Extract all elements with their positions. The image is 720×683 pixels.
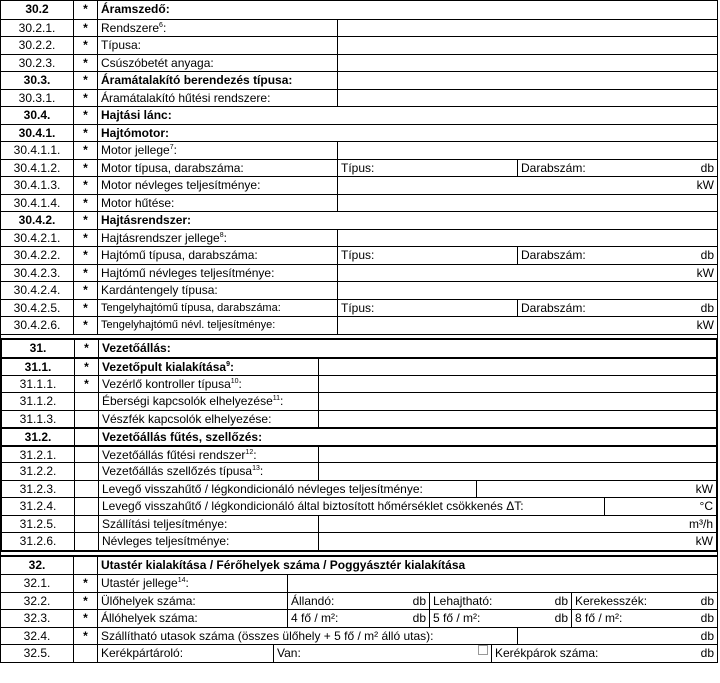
value-field[interactable] [318,411,716,428]
row-number: 30.3. [23,73,51,87]
table-row [1,229,717,247]
permanent-seats-field[interactable] [287,593,429,610]
value-field[interactable]: kW [318,533,716,550]
field-label: Állandó: [291,593,335,608]
star-mark: * [74,340,98,358]
value-field[interactable] [287,575,717,592]
row-number: 30.4.2.1. [13,230,61,245]
star-mark: * [73,37,97,54]
row-number: 31.2.4. [19,499,57,513]
table-row [1,124,717,142]
field-label: Van: [277,646,301,660]
star-mark [74,411,98,428]
row-label: Vezetőállás: [98,340,716,358]
row-number: 31.2.2. [19,464,57,478]
value-field[interactable]: °C [604,498,716,515]
unit-label: db [554,611,568,625]
table-row [1,316,717,334]
table-row [2,515,716,533]
star-mark [74,533,98,550]
row-label: Áramátalakító berendezés típusa: [97,72,337,89]
table-row [2,357,716,375]
label-text: Vezetőpult kialakítása [102,360,227,374]
star-mark: * [73,20,97,37]
standing-4-field[interactable] [287,610,429,627]
table-row [1,299,717,317]
row-label: Áramátalakító hűtési rendszere: [97,90,337,107]
row-number: 30.4.2.4. [13,283,61,297]
value-field[interactable]: db [517,628,717,645]
table-row [2,392,716,410]
wheelchair-field[interactable] [571,593,717,610]
row-label: Szállítható utasok száma (összes ülőhely + 5 fő / m² álló utas): [97,628,517,645]
bike-count-field[interactable] [491,645,717,662]
row-number: 32.5. [23,646,51,660]
type-field[interactable]: Típus: [337,300,517,317]
field-label: 8 fő / m²: [575,611,623,625]
unit-label: db [412,611,426,625]
row-number: 31.2. [24,430,52,444]
row-number: 31.2.3. [19,481,57,496]
count-field[interactable] [517,247,717,264]
unit-label: db [700,300,714,315]
value-field[interactable] [318,447,716,463]
count-label: Darabszám: [521,160,586,175]
row-label: Névleges teljesítménye: [98,533,318,550]
row-label: Utastér jellege$^{14}$: [97,575,287,592]
value-field[interactable] [337,37,717,54]
row-label: Ülőhelyek száma: [97,593,287,610]
row-number: 30.3.1. [18,90,56,105]
row-number: 31.2.5. [19,516,57,531]
table-row [2,427,716,445]
row-label: Hajtási lánc: [97,107,717,124]
star-mark: * [73,282,97,299]
row-number: 30.4.2. [18,213,56,227]
row-number: 30.4.2.3. [13,265,61,280]
field-label: 4 fő / m²: [291,611,339,625]
table-row [1,1,717,19]
label-text: Vezetőállás fűtési rendszer [102,447,246,462]
value-field[interactable] [318,359,716,375]
star-mark: * [73,212,97,229]
star-mark: * [73,160,97,177]
table-row [2,340,716,358]
row-number: 30.4.2.2. [13,248,61,262]
row-label: Hajtómű típusa, darabszáma: [97,247,337,264]
star-mark: * [73,265,97,282]
section-32-table [0,555,718,663]
unit-label: db [700,160,714,175]
count-label: Darabszám: [521,300,586,315]
row-label: Vészfék kapcsolók elhelyezése: [98,411,318,428]
row-label: Szállítási teljesítménye: [98,516,318,533]
row-number: 32.1. [23,576,51,590]
value-field[interactable]: kW [476,481,716,498]
value-field[interactable] [337,55,717,72]
row-label: Tengelyhajtómű típusa, darabszáma: [97,300,337,317]
unit-label: db [700,611,714,625]
row-label: Éberségi kapcsolók elhelyezése$^{11}$: [98,393,318,410]
value-field[interactable] [337,230,717,247]
row-label: Hajtásrendszer jellege$^8$: [97,230,337,247]
type-field[interactable]: Típus: [337,160,517,177]
label-text: Motor jellege [101,143,170,157]
row-number: 31.1.1. [19,376,57,391]
row-number: 30.4.1.4. [13,195,61,210]
star-mark [74,516,98,533]
row-label: Rendszere$^6$: [97,20,337,37]
row-number: 30.4. [23,108,51,122]
row-label: Áramszedő: [97,1,717,19]
row-number: 32. [28,557,46,572]
unit-label: db [700,646,714,660]
row-number: 31.2.6. [19,534,57,548]
bike-rack-field[interactable] [273,645,491,662]
row-number: 31.2.1. [19,447,57,462]
table-row [1,644,717,662]
table-row [1,176,717,194]
table-row [1,246,717,264]
row-label: Vezetőállás fűtés, szellőzés: [98,429,716,445]
table-row [1,19,717,37]
row-number: 32.2. [23,593,51,608]
table-row [2,410,716,428]
value-field[interactable] [337,282,717,299]
row-number: 31.1.2. [19,394,57,408]
value-field[interactable] [337,90,717,107]
star-mark: * [73,247,97,264]
row-number: 30.2 [25,2,49,16]
footnote-mark: 6 [159,21,163,29]
count-label: Darabszám: [521,248,586,262]
checkbox-icon[interactable] [478,645,488,655]
star-mark [74,498,98,515]
row-label: Vezetőállás fűtési rendszer$^{12}$: [98,447,318,463]
standing-5-field[interactable] [429,610,571,627]
row-label: Levegő visszahűtő / légkondicionáló által biztosított hőmérséklet csökkenés ΔT: [98,498,604,515]
row-label: Motor névleges teljesítménye: [97,177,337,194]
count-field[interactable] [517,300,717,317]
table-row [1,211,717,229]
unit-label: db [412,593,426,608]
row-label: Kerékpártároló: [97,645,273,662]
star-mark: * [73,90,97,107]
row-number: 30.2.2. [18,38,56,52]
table-row [1,264,717,282]
table-row [1,557,717,575]
row-number: 31. [29,340,47,355]
label-text: Vezérlő kontroller típusa [102,376,231,391]
star-mark [74,447,98,463]
row-label: Kardántengely típusa: [97,282,337,299]
row-label: Tengelyhajtómű névl. teljesítménye: [97,317,337,334]
star-mark: * [74,376,98,393]
table-row [1,141,717,159]
label-text: Rendszere [101,20,160,35]
star-mark: * [73,230,97,247]
table-row [1,54,717,72]
star-mark [74,481,98,498]
row-number: 32.3. [23,611,51,625]
star-mark: * [73,628,97,645]
row-label: Hajtómű névleges teljesítménye: [97,265,337,282]
unit-label: db [554,593,568,608]
star-mark [74,393,98,410]
footnote-mark: 14 [177,577,186,584]
field-label: Kerékpárok száma: [495,646,599,660]
value-field[interactable] [337,72,717,89]
row-label: Motor hűtése: [97,195,337,212]
value-field[interactable] [337,195,717,212]
star-mark [74,463,98,480]
star-mark: * [73,1,97,19]
star-mark: * [73,55,97,72]
value-field[interactable]: m³/h [318,516,716,533]
value-field[interactable]: kW [337,317,717,334]
star-mark: * [73,593,97,610]
type-field[interactable]: Típus: [337,247,517,264]
folding-seats-field[interactable] [429,593,571,610]
star-mark: * [73,610,97,627]
table-row [1,106,717,124]
star-mark: * [73,107,97,124]
field-label: Lehajtható: [433,593,493,608]
footnote-mark: 11 [272,395,281,402]
star-mark: * [73,300,97,317]
row-label: Motor jellege$^7$: [97,142,337,159]
table-row [2,445,716,463]
row-label: Levegő visszahűtő / légkondicionáló névleges teljesítménye: [98,481,476,498]
row-label: Utastér kialakítása / Férőhelyek száma / Poggyásztér kialakítása [97,557,717,575]
row-label: Vezetőállás szellőzés típusa$^{13}$: [98,463,318,480]
table-row [1,627,717,645]
value-field[interactable]: kW [337,265,717,282]
section-30-table [0,0,718,335]
table-row [1,574,717,592]
standing-8-field[interactable] [571,610,717,627]
unit-label: db [700,593,714,608]
footnote-mark: 9 [226,361,230,368]
star-mark: * [73,142,97,159]
label-text: Utastér jellege [101,576,178,590]
row-number: 30.4.1.1. [13,143,61,157]
label-text: Vezetőállás szellőzés típusa [102,464,253,478]
star-mark: * [73,72,97,89]
count-field[interactable] [517,160,717,177]
field-label: 5 fő / m²: [433,611,481,625]
table-row [1,281,717,299]
star-mark: * [74,359,98,375]
table-row [2,532,716,550]
star-mark: * [73,317,97,334]
footnote-mark: 8 [219,231,224,239]
star-mark [73,645,97,662]
value-field[interactable] [337,20,717,37]
value-field[interactable] [318,393,716,410]
row-label: Vezetőpult kialakítása$^9$: [98,359,318,375]
label-text: Hajtásrendszer jellege [101,230,220,245]
row-label: Típusa: [97,37,337,54]
star-mark [74,429,98,445]
table-row [2,497,716,515]
footnote-mark: 10 [230,377,239,385]
star-mark: * [73,195,97,212]
label-text: Éberségi kapcsolók elhelyezése [102,394,273,408]
star-mark: * [73,177,97,194]
footnote-mark: 12 [245,448,254,456]
table-row [1,71,717,89]
table-row [2,375,716,393]
table-row [1,36,717,54]
row-number: 30.4.1.2. [13,160,61,175]
value-field[interactable] [337,142,717,159]
row-label: Motor típusa, darabszáma: [97,160,337,177]
row-number: 30.4.2.5. [13,300,61,315]
star-mark [73,557,97,575]
table-row [1,159,717,177]
star-mark: * [73,125,97,142]
table-row [2,462,716,480]
row-number: 31.1. [24,360,52,374]
row-label: Csúszóbetét anyaga: [97,55,337,72]
row-number: 30.2.3. [18,55,56,70]
row-number: 30.4.2.6. [13,318,61,332]
value-field[interactable]: kW [337,177,717,194]
row-number: 31.1.3. [19,411,57,426]
value-field[interactable] [318,463,716,480]
table-row [1,194,717,212]
row-label: Hajtásrendszer: [97,212,717,229]
row-label: Állóhelyek száma: [97,610,287,627]
field-label: Kerekesszék: [575,593,648,608]
section-31-table [0,338,718,552]
row-number: 30.4.1.3. [13,178,61,192]
table-row [1,89,717,107]
star-mark: * [73,575,97,592]
table-row [1,609,717,627]
footnote-mark: 13 [252,465,260,472]
row-number: 30.4.1. [18,125,56,140]
table-row [2,480,716,498]
footnote-mark: 7 [169,144,174,151]
value-field[interactable] [318,376,716,393]
row-number: 30.2.1. [18,20,56,35]
row-number: 32.4. [23,628,51,643]
table-row [1,592,717,610]
row-label: Vezérlő kontroller típusa$^{10}$: [98,376,318,393]
row-label: Hajtómotor: [97,125,717,142]
unit-label: db [700,248,714,262]
